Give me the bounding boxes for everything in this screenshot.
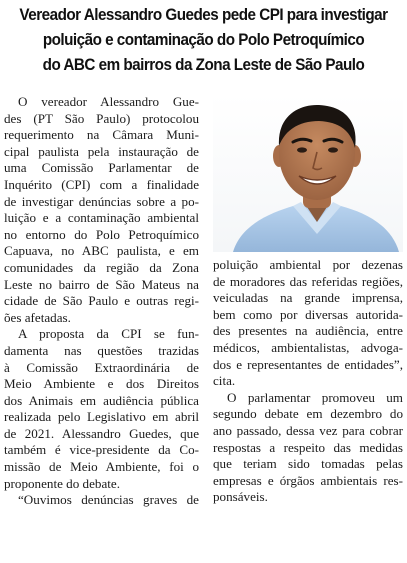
text-line: proponente do debate.: [4, 475, 120, 491]
text-line: de 2021. Alessandro Guedes, que: [4, 425, 199, 441]
text-line: O parlamentar promoveu um: [227, 389, 403, 405]
text-line: dos Animais em audiência pública: [4, 392, 199, 408]
text-line: requerimento na Câmara Muni-: [4, 127, 199, 143]
portrait-illustration: [213, 94, 403, 252]
text-line: de moradores das referidas regiões,: [213, 273, 403, 289]
text-line: A proposta da CPI se fun-: [18, 326, 199, 342]
left-text-column: [4, 94, 199, 509]
text-line: cipal paulista pela instauração de: [4, 143, 199, 159]
text-line: respostas a respeito das medidas: [213, 439, 403, 455]
text-line: também é vice-presidente da Co-: [4, 442, 199, 458]
text-line: comunidades da região da Zona: [4, 259, 199, 275]
text-line: Inquérito (CPI) com a finalidade: [4, 176, 199, 192]
text-line: ano passado, dessa vez para cobrar: [213, 422, 403, 438]
text-line: des (PT São Paulo) protocolou: [4, 110, 199, 126]
text-line: “Ouvimos denúncias graves de: [18, 492, 199, 508]
headline-line-3: do ABC em bairros da Zona Leste de São Paulo: [42, 56, 365, 74]
text-line: à Comissão Extraordinária de: [4, 359, 199, 375]
text-line: no entorno do Polo Petroquímico: [4, 226, 199, 242]
text-line: que teriam sido tomadas pelas: [213, 456, 403, 472]
text-line: segundo debate em dezembro do: [213, 406, 403, 422]
text-line: veiculadas na grande imprensa,: [213, 290, 403, 306]
text-line: cita.: [213, 373, 236, 389]
headline-line-1: Vereador Alessandro Guedes pede CPI para investigar: [19, 6, 388, 24]
text-line: Leste no bairro de São Mateus na: [4, 276, 199, 292]
text-line: Capuava, no ABC paulista, e em: [4, 243, 199, 259]
text-line: de investigar denúncias sobre a po-: [4, 193, 199, 209]
article-headline: [18, 3, 389, 78]
text-line: Meio Ambiente e dos Direitos: [4, 376, 199, 392]
text-line: poluição ambiental por dezenas: [213, 257, 403, 272]
text-line: dos e representantes de entidades”,: [213, 356, 403, 372]
text-line: des presentes na audiência, entre: [213, 323, 403, 339]
right-text-column: [213, 257, 403, 506]
text-line: ponsáveis.: [213, 489, 268, 505]
text-line: uma Comissão Parlamentar de: [4, 160, 199, 176]
text-line: missão de Meio Ambiente, foi o: [4, 459, 199, 475]
text-line: O vereador Alessandro Gue-: [18, 94, 199, 109]
text-line: empresas e órgãos ambientais res-: [213, 472, 403, 488]
portrait-photo: [213, 94, 403, 252]
text-line: luição e a contaminação ambiental: [4, 210, 199, 226]
text-line: damenta nas questões trazidas: [4, 342, 199, 358]
headline-line-2: poluição e contaminação do Polo Petroquímico: [42, 31, 365, 49]
text-line: bem como por diversas autorida-: [213, 306, 403, 322]
text-line: cidade de São Paulo e outras regi-: [4, 293, 199, 309]
text-line: ões afetadas.: [4, 309, 71, 325]
text-line: realizada pelo Legislativo em abril: [4, 409, 199, 425]
text-line: médicos, ambientalistas, advoga-: [213, 339, 403, 355]
